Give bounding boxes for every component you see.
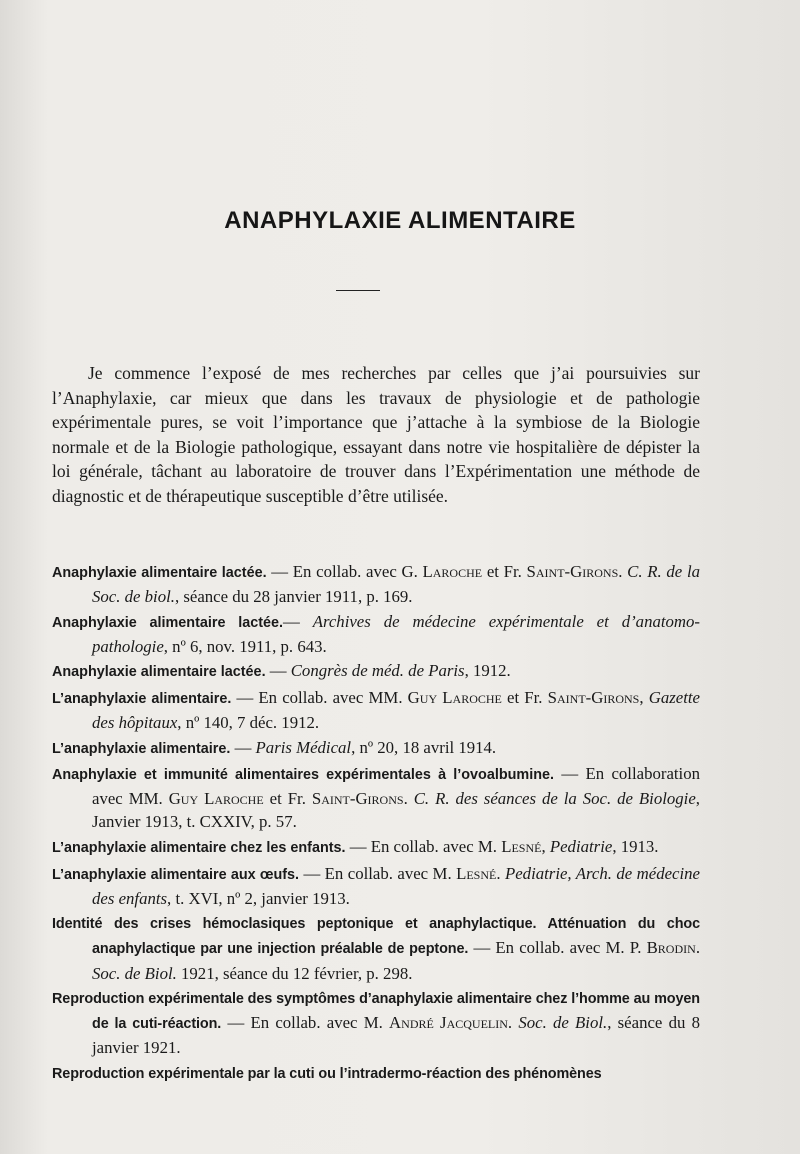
reference-author: Lesné xyxy=(456,863,497,883)
reference-collab: — En collab. avec G. xyxy=(266,562,423,581)
reference-source: Archives de médecine expérimentale et d’anatomo-pathologie xyxy=(92,611,700,656)
reference-details: , t. XVI, nº 2, janvier 1913. xyxy=(167,888,350,908)
reference-details: , nº 6, nov. 1911, p. 643. xyxy=(163,636,327,656)
reference-details: , 1913. xyxy=(612,837,659,857)
reference-item xyxy=(52,911,700,984)
reference-collab: — xyxy=(265,661,291,681)
intro-paragraph: Je commence l’exposé de mes recherches par celles que j’ai poursuivies sur l’Anaphylaxie, car mieux que dans les travaux de physiologie et de pathologie expérimentale pures, se voit l’importance que j’attache à la symbiose de la Biologie normale et de la Biologie pathologique, essayant dans notre vie hospitalière de dépister la loi générale, tâchant au laboratoire de trouver dans l’Expérimentation une méthode de diagnostic et de thérapeutique susceptible d’être utilisée. xyxy=(52,363,700,506)
reference-item xyxy=(52,986,700,1059)
reference-punctuation: . xyxy=(403,789,414,809)
reference-source: Gazette des hôpitaux xyxy=(92,687,700,733)
reference-details: , séance du 28 janvier 1911, p. 169. xyxy=(174,587,413,607)
reference-author: Brodin xyxy=(646,938,696,958)
reference-details: , séance du 8 janvier 1921. xyxy=(92,1013,700,1058)
reference-source: Soc. de Biol. xyxy=(92,963,177,983)
reference-collab: — xyxy=(230,737,256,757)
reference-author: Laroche xyxy=(422,562,483,581)
reference-source: C. R. de la Soc. de biol. xyxy=(92,562,701,607)
title-divider xyxy=(336,290,380,291)
reference-author: Saint-Girons xyxy=(311,789,404,809)
reference-source: Congrès de méd. de Paris xyxy=(290,661,465,681)
reference-item xyxy=(52,659,700,684)
page-title: ANAPHYLAXIE ALIMENTAIRE xyxy=(224,207,576,234)
reference-author: Saint-Girons xyxy=(547,687,640,707)
reference-title: Anaphylaxie et immunité alimentaires expérimentales à l’ovoalbumine. xyxy=(52,767,554,784)
reference-collab: — En collab. avec M. xyxy=(299,863,457,883)
reference-details: , nº 140, 7 déc. 1912. xyxy=(177,713,320,733)
reference-author: Lesné xyxy=(501,837,542,857)
reference-item xyxy=(52,560,700,608)
reference-connector: et Fr. xyxy=(501,687,548,707)
reference-details: , Janvier 1913, t. CXXIV, p. 57. xyxy=(92,789,700,832)
reference-details: 1921, séance du 12 février, p. 298. xyxy=(176,963,413,983)
reference-source: C. R. des séances de la Soc. de Biologie xyxy=(413,789,696,809)
reference-item xyxy=(52,610,700,658)
reference-item xyxy=(52,835,700,860)
reference-title: Anaphylaxie alimentaire lactée. xyxy=(52,565,267,581)
reference-punctuation: , xyxy=(639,687,649,707)
reference-item xyxy=(52,686,700,734)
reference-author: André Jacquelin xyxy=(389,1013,508,1033)
reference-details: , nº 20, 18 avril 1914. xyxy=(351,737,497,757)
reference-source: Pediatrie, Arch. de médecine des enfants xyxy=(92,863,700,908)
reference-title: Reproduction expérimentale des symptômes d’anaphylaxie alimentaire chez l’homme au moyen de la cuti-réaction. xyxy=(52,991,700,1033)
reference-collab: — En collab. avec M. xyxy=(221,1013,390,1033)
reference-author: Guy Laroche xyxy=(407,687,502,707)
reference-punctuation: . xyxy=(695,938,701,958)
reference-title: Identité des crises hémoclasiques peptonique et anaphylactique. Atténuation du choc anaphylactique par une injection préalable de peptone. xyxy=(52,916,700,958)
reference-author: Guy Laroche xyxy=(168,789,264,809)
reference-title: L’anaphylaxie alimentaire chez les enfants. xyxy=(52,840,346,857)
reference-author: Saint-Girons xyxy=(526,562,619,581)
reference-title: L’anaphylaxie alimentaire aux œufs. xyxy=(52,866,300,883)
reference-title: Reproduction expérimentale par la cuti ou l’intradermo-réaction des phénomènes xyxy=(52,1065,602,1082)
reference-collab: — En collab. avec MM. xyxy=(231,687,408,707)
reference-list xyxy=(52,560,700,1087)
reference-item xyxy=(52,762,700,833)
reference-source: Soc. de Biol. xyxy=(518,1013,608,1033)
reference-title: Anaphylaxie alimentaire lactée. xyxy=(52,664,266,681)
reference-title: Anaphylaxie alimentaire lactée. xyxy=(52,614,283,631)
reference-punctuation: , xyxy=(541,837,550,857)
reference-connector: et Fr. xyxy=(482,562,527,581)
reference-collab: — En collab. avec M. P. xyxy=(468,938,647,958)
reference-punctuation: . xyxy=(618,562,628,581)
reference-connector: et Fr. xyxy=(263,789,312,809)
reference-punctuation: . xyxy=(496,863,505,883)
reference-item xyxy=(52,736,700,761)
reference-source: Paris Médical xyxy=(255,737,352,757)
reference-title: L’anaphylaxie alimentaire. xyxy=(52,740,231,757)
reference-punctuation: . xyxy=(507,1013,519,1033)
reference-item xyxy=(52,1061,700,1086)
reference-source: Pediatrie xyxy=(549,837,613,857)
reference-details: , 1912. xyxy=(464,661,511,681)
reference-collab: — xyxy=(283,611,313,631)
reference-collab: — En collab. avec M. xyxy=(345,837,502,857)
reference-item xyxy=(52,862,700,910)
reference-title: L’anaphylaxie alimentaire. xyxy=(52,690,232,707)
reference-collab: — En collaboration avec MM. xyxy=(92,764,700,809)
